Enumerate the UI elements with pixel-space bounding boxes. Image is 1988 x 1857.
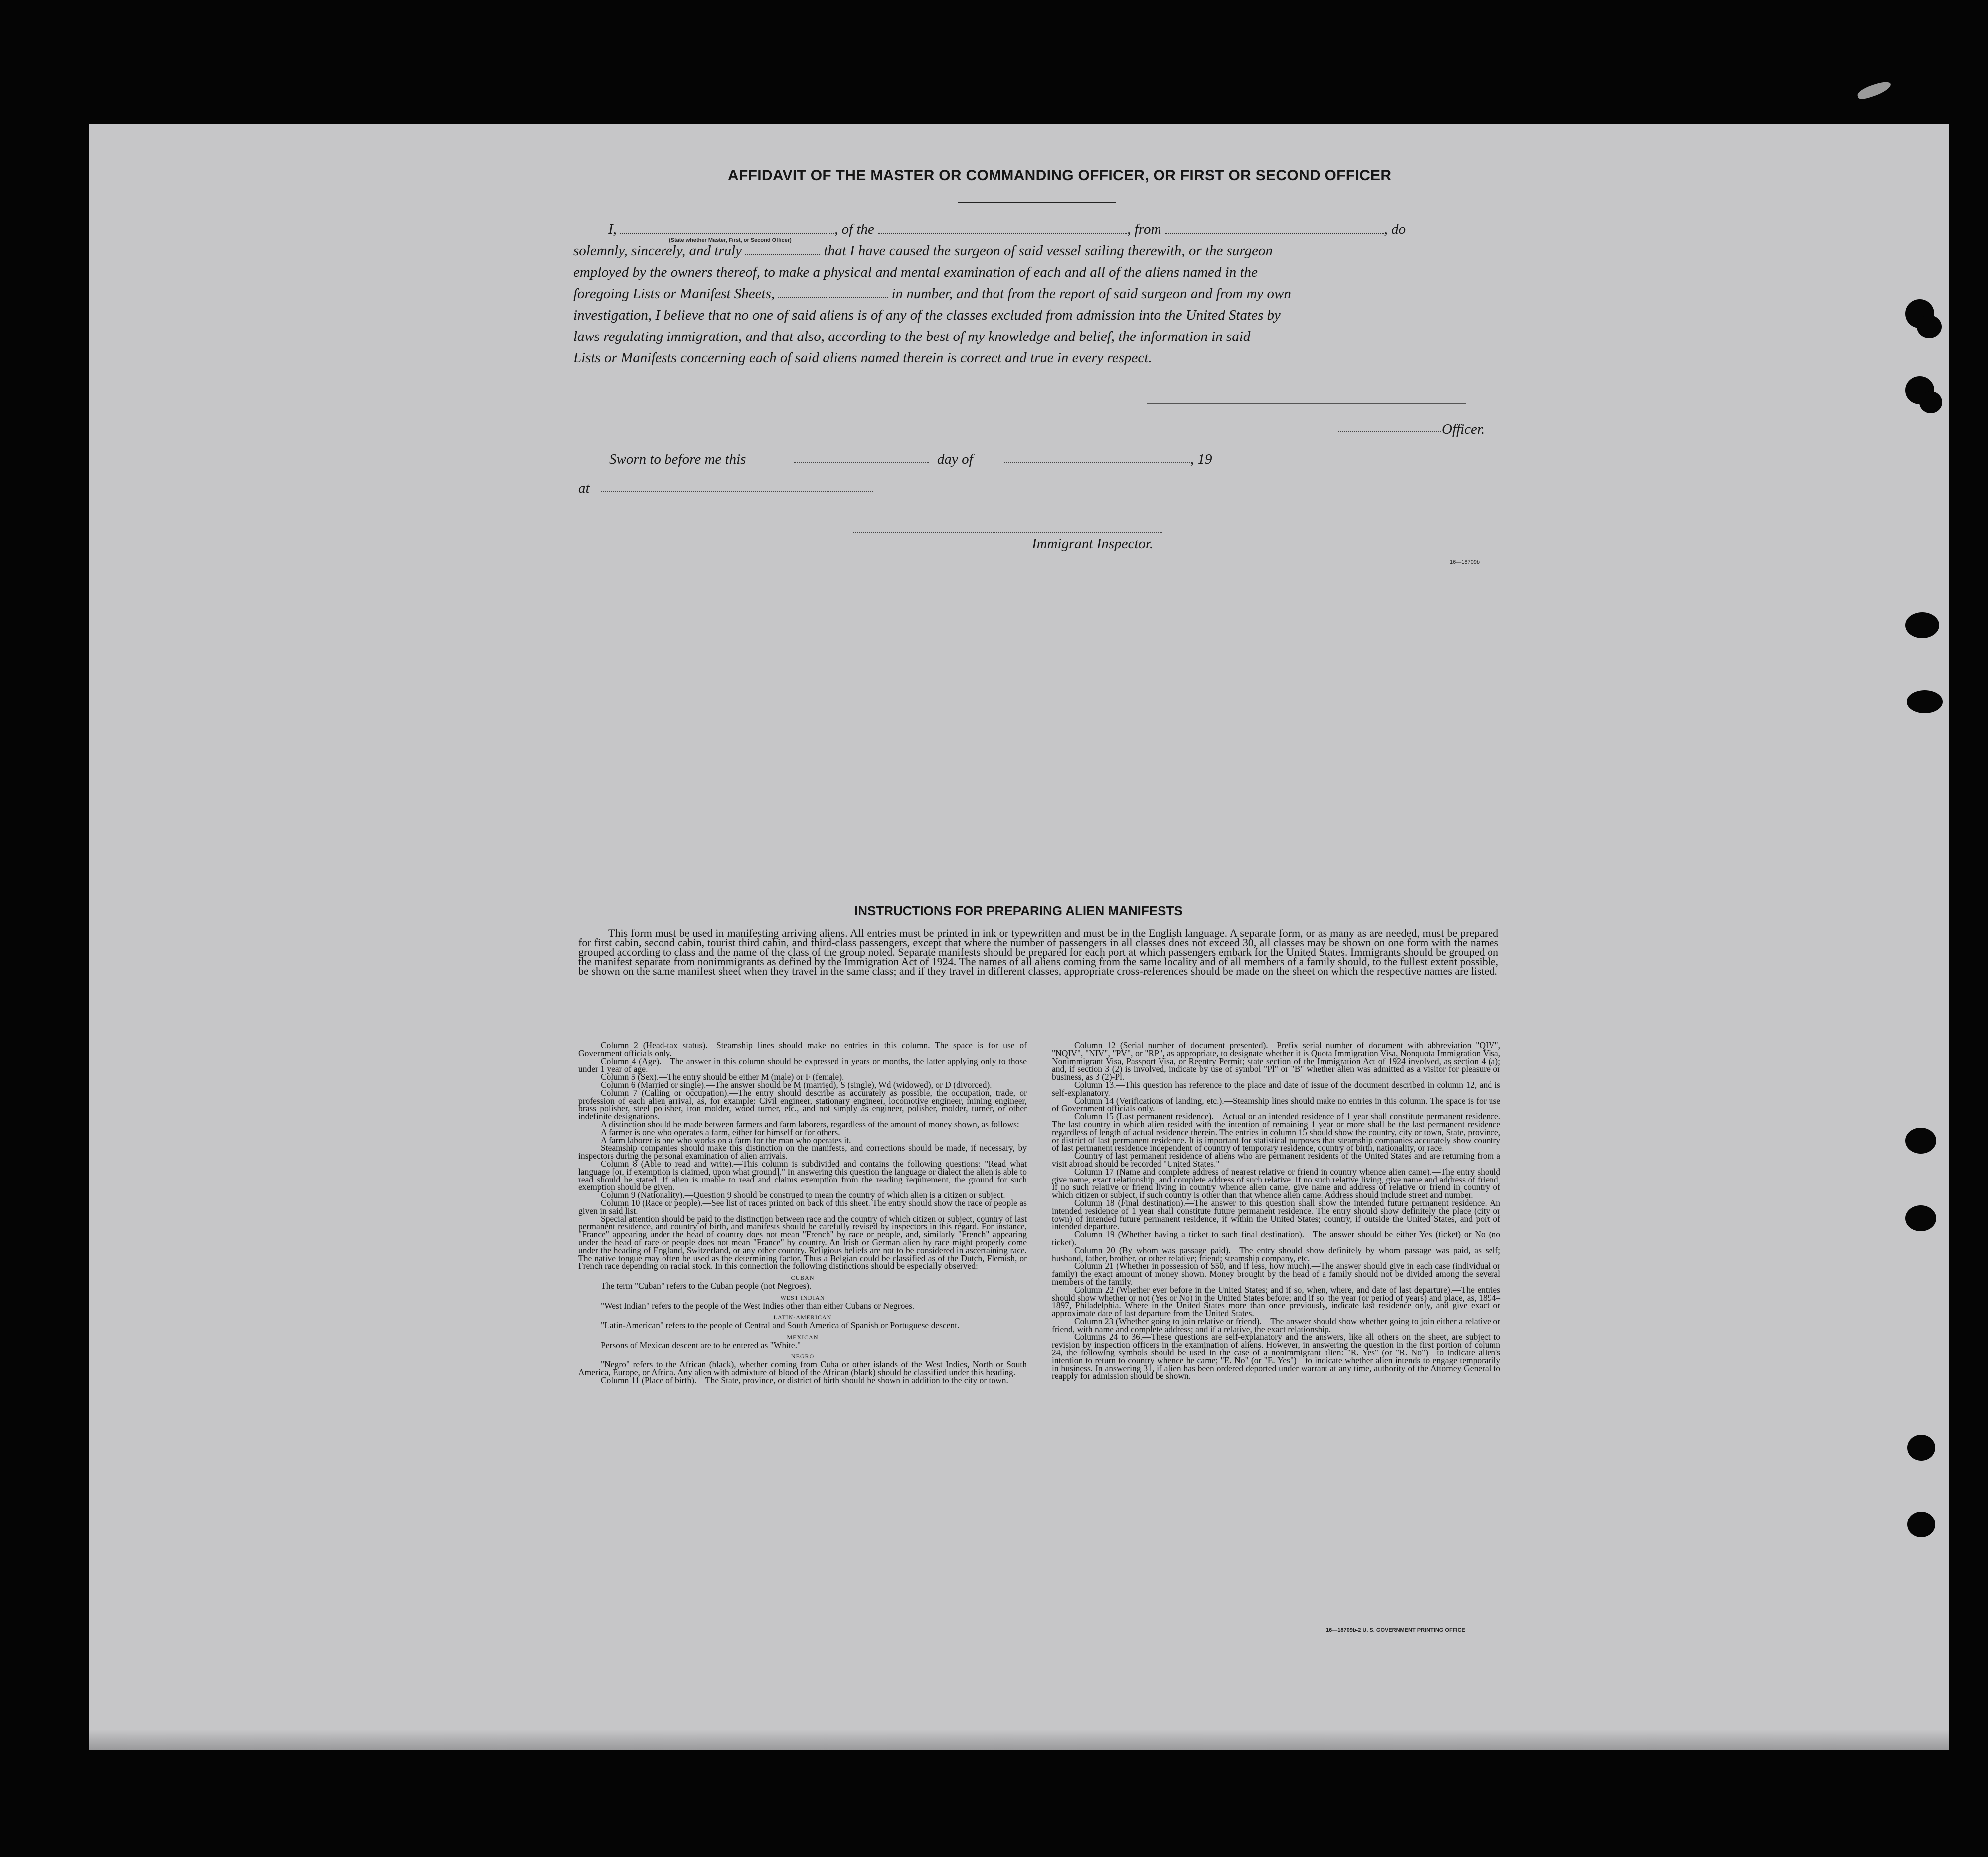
cuban-text: The term "Cuban" refers to the Cuban people (not Negroes). — [601, 1280, 812, 1291]
west-indian-heading: WEST INDIAN — [780, 1294, 825, 1301]
affidavit-line-7: Lists or Manifests concerning each of said aliens named therein is correct and true in every respect. — [573, 350, 1152, 366]
col-23-text: Column 23 (Whether going to join relative or friend).—The answer should show whether going to join either a relative or friend, with name and complete address; and if a relative, the exact relationship. — [1052, 1316, 1500, 1334]
officer-title-field[interactable] — [1338, 430, 1441, 432]
col-21-text: Column 21 (Whether in possession of $50, and if less, how much).—The answer should give in each case (individual or family) the exact amount of money shown. Money brought by the head of a family should not be divided among the several members of the family. — [1052, 1261, 1500, 1287]
punch-hole — [1907, 1435, 1935, 1461]
steamship-note: Steamship companies should make this distinction on the manifests, and corrections should be made, if necessary, by inspectors during the personal examination of alien arrivals. — [578, 1143, 1027, 1161]
sheet-bottom-edge — [89, 1730, 1949, 1750]
col-18-text: Column 18 (Final destination).—The answer to this question shall show the intended future permanent residence. An intended residence of 1 year shall constitute future permanent residence. The entry should show definitely the place (city or town) of intended future permanent residence, if within the United States; country, if outside the United States, and port of intended departure. — [1052, 1197, 1500, 1232]
latin-american-text: "Latin-American" refers to the people of Central and South America of Spanish or Portuguese descent. — [601, 1320, 960, 1331]
residence-note: Country of last permanent residence of aliens who are permanent residents of the United States and are returning from a visit abroad should be recorded "United States." — [1052, 1151, 1500, 1169]
negro-text: "Negro" refers to the African (black), whether coming from Cuba or other islands of the West Indies, North or South America, Europe, or Africa. Any alien with admixture of blood of the African (black) should be classified under this heading. — [578, 1359, 1027, 1378]
col-13-text: Column 13.—This question has reference to the place and date of issue of the document described in column 12, and is self-explanatory. — [1052, 1079, 1500, 1098]
affidavit-title: AFFIDAVIT OF THE MASTER OR COMMANDING OFFICER, OR FIRST OR SECOND OFFICER — [728, 168, 1392, 184]
manifest-count-field[interactable] — [778, 287, 888, 298]
affidavit-line-3: employed by the owners thereof, to make a physical and mental examination of each and all of the aliens named in the — [573, 264, 1258, 280]
col-17-text: Column 17 (Name and complete address of nearest relative or friend in country whence alien came).—The entry should give name, exact relationship, and complete address of such relative. If no such relative living, give name and address of friend. If no such relative or friend living in country whence alien came, give name and address of relative or friend in country of which citizen or subject, if such country is other than that whence alien came. Address should include street and number. — [1052, 1166, 1500, 1200]
do-label: , do — [1384, 221, 1406, 237]
port-from-field[interactable] — [1165, 223, 1384, 234]
affidavit-line-4 — [573, 286, 1500, 301]
officer-rank-note: (State whether Master, First, or Second Officer) — [669, 237, 792, 243]
at-label: at — [578, 480, 590, 496]
instructions-left-column — [578, 1042, 1027, 1385]
of-the-label: , of the — [834, 221, 874, 237]
farmer-def: A farmer is one who operates a farm, either for himself or for others. — [601, 1127, 840, 1137]
punch-hole — [1919, 391, 1942, 413]
scan-speck — [1856, 80, 1892, 101]
negro-heading: NEGRO — [791, 1353, 815, 1360]
line2-end: that I have caused the surgeon of said vessel sailing therewith, or the surgeon — [824, 243, 1273, 259]
day-of-label: day of — [937, 451, 973, 467]
col-20-text: Column 20 (By whom was passage paid).—The entry should show definitely by whom passage was paid, as self; husband, father, brother, or other relative; friend; steamship company, etc. — [1052, 1245, 1500, 1263]
punch-hole — [1907, 1512, 1935, 1537]
punch-hole — [1917, 315, 1942, 338]
col-22-text: Column 22 (Whether ever before in the United States; and if so, when, where, and date of last departure).—The entries should show whether or not (Yes or No) in the United States before; and if so, the year (or period of years) and place, as, 1894–1897, Philadelphia. Where in the United States more than once previously, indicate last residence only, and give exact or approximate date of last departure from the United States. — [1052, 1284, 1500, 1319]
form-number: 16—18709b — [1450, 559, 1480, 565]
officer-rank-field[interactable] — [620, 223, 834, 234]
col-7-text: Column 7 (Calling or occupation).—The entry should describe as accurately as possible, the occupation, trade, or profession of each alien arrival, as, for example: Civil engineer, stationary engineer, locomotive engineer, mining engineer, brass polisher, steel polisher, iron molder, wood turner, etc., and not simply as engineer, polisher, molder, turner, or other indefinite designations. — [578, 1087, 1027, 1122]
officer-label: Officer. — [1442, 421, 1485, 437]
col-9-text: Column 9 (Nationality).—Question 9 should be construed to mean the country of which alien is a citizen or subject. — [601, 1190, 1005, 1200]
col-2-text: Column 2 (Head-tax status).—Steamship lines should make no entries in this column. The space is for use of Government officials only. — [578, 1040, 1027, 1058]
west-indian-text: "West Indian" refers to the people of the West Indies other than either Cubans or Negroes. — [601, 1300, 915, 1311]
col-12-text: Column 12 (Serial number of document presented).—Prefix serial number of document with abbreviation "QIV", "NQIV", "NIV", "PV", or "RP", as appropriate, to designate whether it is Quota Immigration Visa, Nonquota Immigration Visa, Nonimmigrant Visa, Passport Visa, or Reentry Permit; state section of the Immigration Act of 1924 involved, as section 4 (a); and, if section 3 (2) is involved, indicate by use of symbol "Pl" or "B" whether alien was admitted as a visitor for pleasure or business, as 3 (2)-Pl. — [1052, 1040, 1500, 1082]
farm-laborer-def: A farm laborer is one who works on a farm for the man who operates it. — [601, 1135, 851, 1145]
col-15-text: Column 15 (Last permanent residence).—Actual or an intended residence of 1 year shall constitute permanent residence. The last country in which alien resided with the intention of remaining 1 year or more shall be the last permanent residence regardless of length of actual residence therein. The entries in column 15 should show the country, city or town, State, province, or district of last permanent residence. It is important for statistical purposes that steamship companies accurately show country of last permanent residence independent of country of temporary residence, country of birth, nationality, or race. — [1052, 1111, 1500, 1153]
col-8-text: Column 8 (Able to read and write).—This column is subdivided and contains the following questions: "Read what language [or, if exemption is claimed, upon what ground]." In answering this question the language or dialect the alien is able to read should be stated. If alien is unable to read and claims exemption from the reading requirement, the ground for such exemption should be given. — [578, 1158, 1027, 1192]
line2-start: solemnly, sincerely, and truly — [573, 243, 742, 259]
col-14-text: Column 14 (Verifications of landing, etc.).—Steamship lines should make no entries in this column. The space is for use of Government officials only. — [1052, 1095, 1500, 1114]
race-note: Special attention should be paid to the distinction between race and the country of which citizen or subject, country of last permanent residence, and country of birth, and manifests should be carefully revised by inspectors in this regard. For instance, "France" appearing under the head of country does not mean "French" by race or people, and, similarly "French" appearing under the head of race or people does not mean "France" by country. An Irish or German alien by race might properly come under the heading of England, Switzerland, or any other country. Religious beliefs are not to be considered in ascertaining race. The native tongue may often be used as the determining factor. Thus a Belgian could be classified as of the Dutch, Flemish, or French race depending on racial stock. In this connection the following distinctions should be especially observed: — [578, 1213, 1027, 1271]
sworn-month-field[interactable] — [1004, 461, 1192, 463]
title-underline — [958, 202, 1116, 203]
year-label: , 19 — [1190, 451, 1212, 467]
cuban-heading: CUBAN — [791, 1274, 815, 1282]
instructions-intro: This form must be used in manifesting arriving aliens. All entries must be printed in ink or typewritten and must be in the English language. A separate form, or as many as are needed, must be prepared for first cabin, second cabin, tourist third cabin, and third-class passengers, except that where the number of passengers in all classes does not exceed 30, all classes may be shown on one form with the names grouped according to class and the name of the class of the group noted. Separate manifests should be prepared for each port at which passengers embark for the United States. Immigrants should be grouped on the manifest separate from nonimmigrants as defined by the Immigration Act of 1924. The names of all aliens coming from the same locality and of all members of a family should, to the fullest extent possible, be shown on the same manifest sheet when they travel in the same class; and if they travel in different classes, appropriate cross-references should be made on the sheet on which the respective names are listed. — [578, 927, 1498, 977]
punch-hole — [1905, 1128, 1936, 1154]
sworn-day-field[interactable] — [794, 461, 929, 463]
line4-end: in number, and that from the report of said surgeon and from my own — [891, 286, 1291, 302]
affidavit-line-6: laws regulating immigration, and that also, according to the best of my knowledge and belief, the information in said — [573, 329, 1251, 344]
col-19-text: Column 19 (Whether having a ticket to such final destination).—The answer should be either Yes (ticket) or No (no ticket). — [1052, 1229, 1500, 1247]
instructions-title: INSTRUCTIONS FOR PREPARING ALIEN MANIFESTS — [854, 903, 1183, 918]
i-label: I, — [608, 221, 617, 237]
latin-american-heading: LATIN-AMERICAN — [773, 1314, 832, 1321]
inspector-label: Immigrant Inspector. — [1032, 536, 1154, 552]
affidavit-line-5: investigation, I believe that no one of said aliens is of any of the classes excluded from admission into the United States by — [573, 307, 1281, 323]
inspector-signature-line[interactable] — [853, 531, 1162, 533]
col-6-text: Column 6 (Married or single).—The answer should be M (married), S (single), Wd (widowed), or D (divorced). — [601, 1079, 992, 1090]
col-5-text: Column 5 (Sex).—The entry should be either M (male) or F (female). — [601, 1072, 844, 1082]
col-24-36-text: Columns 24 to 36.—These questions are self-explanatory and the answers, like all others on the sheet, are subject to revision by inspection officers in the examination of aliens. However, in answering the question in the first portion of column 24, the following symbols should be used in the case of a nonimmigrant alien: "R. Yes" (or "R. No")—to indicate alien's intention to return to country whence he came; "E. No" (or "E. Yes")—to indicate whether alien intends to engage temporarily in business. In answering 31, if alien has been ordered deported under warrant at any time, authority of the Attorney General to reapply for admission should be shown. — [1052, 1332, 1500, 1381]
col-4-text: Column 4 (Age).—The answer in this column should be expressed in years or months, the latter applying only to those under 1 year of age. — [578, 1056, 1027, 1074]
sworn-place-field[interactable] — [601, 490, 873, 492]
farmer-distinction: A distinction should be made between farmers and farm laborers, regardless of the amount of money shown, as follows: — [601, 1119, 1019, 1129]
printing-office-footer: 16—18709b-2 U. S. GOVERNMENT PRINTING OFFICE — [1326, 1627, 1465, 1633]
mexican-heading: MEXICAN — [787, 1333, 819, 1341]
mexican-text: Persons of Mexican descent are to be entered as "White." — [601, 1340, 801, 1350]
instructions-right-column — [1052, 1042, 1500, 1380]
from-label: , from — [1127, 221, 1161, 237]
sworn-label: Sworn to before me this — [609, 451, 746, 467]
punch-hole — [1905, 1205, 1936, 1231]
col-11-text: Column 11 (Place of birth).—The State, province, or district of birth should be shown in addition to the city or town. — [601, 1375, 1008, 1385]
line4-start: foregoing Lists or Manifest Sheets, — [573, 286, 775, 302]
col-10-text: Column 10 (Race or people).—See list of races printed on back of this sheet. The entry should show the race or people as given in said list. — [578, 1197, 1027, 1216]
affidavit-line-1 — [573, 222, 1500, 237]
oath-type-field[interactable] — [745, 244, 820, 255]
punch-hole — [1905, 612, 1939, 638]
vessel-name-field[interactable] — [878, 223, 1127, 234]
officer-signature-line[interactable] — [1147, 402, 1466, 404]
affidavit-line-2 — [573, 243, 1500, 258]
punch-hole — [1907, 690, 1943, 713]
